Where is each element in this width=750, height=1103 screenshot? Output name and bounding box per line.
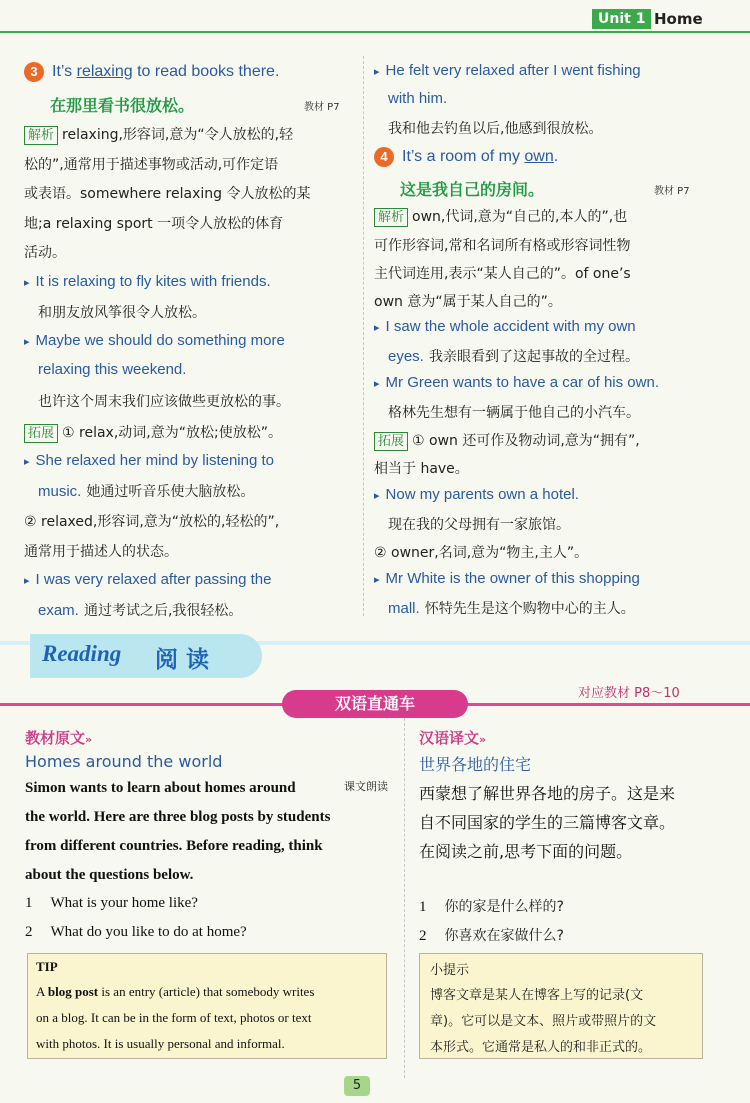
jiexi-tag: 解析 xyxy=(24,126,58,145)
bullet-icon: ▸ xyxy=(374,66,380,78)
bullet-icon: ▸ xyxy=(24,456,30,468)
intro-line-3: from different countries. Before reading, think xyxy=(25,838,323,854)
translation-question-2: 2 你喜欢在家做什么? xyxy=(419,928,564,944)
bullet-icon: ▸ xyxy=(374,378,380,390)
item3-jiexi-line-1: 解析 relaxing,形容词,意为“令人放松的,轻 xyxy=(24,124,293,145)
item3-example-1: ▸ It is relaxing to fly kites with friends. xyxy=(24,273,271,290)
tip-line-1: A blog post is an entry (article) that somebody writes xyxy=(36,984,315,999)
item4-tuozhan-1a: 拓展 ① own 还可作及物动词,意为“拥有”, xyxy=(374,430,640,451)
item4-example-3-cn: 现在我的父母拥有一家旅馆。 xyxy=(388,517,570,533)
tuozhan-tag: 拓展 xyxy=(24,424,58,443)
bullet-icon: ▸ xyxy=(374,490,380,502)
tip-cn-line-3: 本形式。它通常是私人的和非正式的。 xyxy=(430,1040,652,1055)
item4-example-2-cn: 格林先生想有一辆属于他自己的小汽车。 xyxy=(388,405,640,421)
item3-example-2-cont: relaxing this weekend. xyxy=(38,361,187,378)
translation-title: 世界各地的住宅 xyxy=(419,755,532,774)
item4-tuozhan-2: ② owner,名词,意为“物主,主人”。 xyxy=(374,545,589,561)
item4-example-2: ▸ Mr Green wants to have a car of his own. xyxy=(374,374,659,391)
tip-title: TIP xyxy=(36,959,58,974)
translation-line-3: 在阅读之前,思考下面的问题。 xyxy=(419,842,633,861)
item3-example-3-cont: music. 她通过听音乐使大脑放松。 xyxy=(38,483,255,500)
item4-sentence: 4 It’s a room of my own. xyxy=(374,147,558,167)
item3-jiexi-line-4: 地;a relaxing sport 一项令人放松的体育 xyxy=(24,216,284,232)
item3-ref: 教材 P7 xyxy=(304,102,340,113)
tip-line-3: with photos. It is usually personal and informal. xyxy=(36,1036,285,1051)
tip-cn-title: 小提示 xyxy=(430,963,470,978)
unit-title: Home xyxy=(654,10,703,28)
item4-number: 4 xyxy=(374,147,394,167)
right-example-0-cn: 我和他去钓鱼以后,他感到很放松。 xyxy=(388,121,603,137)
item4-tuozhan-1b: 相当于 have。 xyxy=(374,461,469,477)
item4-example-1-cont: eyes. 我亲眼看到了这起事故的全过程。 xyxy=(388,348,639,365)
bilingual-pill: 双语直通车 xyxy=(282,690,468,718)
original-text-heading: 教材原文» xyxy=(25,729,93,747)
item4-example-4-cont: mall. 怀特先生是这个购物中心的主人。 xyxy=(388,600,635,617)
double-chevron-icon: » xyxy=(479,733,487,746)
item3-example-2-cn: 也许这个周末我们应该做些更放松的事。 xyxy=(38,394,290,410)
item3-example-4-cont: exam. 通过考试之后,我很轻松。 xyxy=(38,602,243,619)
question-2: 2 What do you like to do at home? xyxy=(25,924,247,940)
intro-line-4: about the questions below. xyxy=(25,867,194,883)
header-rule xyxy=(0,31,750,33)
column-divider xyxy=(363,56,364,616)
unit-badge: Unit 1 xyxy=(592,9,651,29)
double-chevron-icon: » xyxy=(85,733,93,746)
bullet-icon: ▸ xyxy=(24,336,30,348)
right-example-0: ▸ He felt very relaxed after I went fishing xyxy=(374,62,641,79)
reading-banner-en: Reading xyxy=(42,641,122,666)
intro-line-2: the world. Here are three blog posts by students xyxy=(25,809,331,825)
bullet-icon: ▸ xyxy=(374,322,380,334)
question-1: 1 What is your home like? xyxy=(25,895,198,911)
item4-example-4: ▸ Mr White is the owner of this shopping xyxy=(374,570,640,587)
translation-line-1: 西蒙想了解世界各地的房子。这是来 xyxy=(419,784,676,803)
reading-column-divider xyxy=(404,718,405,1078)
original-text-title: Homes around the world xyxy=(25,752,223,771)
jiexi-tag: 解析 xyxy=(374,208,408,227)
item3-example-2: ▸ Maybe we should do something more xyxy=(24,332,285,349)
listen-label[interactable]: 课文朗读 xyxy=(344,780,388,793)
item4-example-3: ▸ Now my parents own a hotel. xyxy=(374,486,579,503)
item4-jiexi-line-1: 解析 own,代词,意为“自己的,本人的”,也 xyxy=(374,206,627,227)
item3-example-4: ▸ I was very relaxed after passing the xyxy=(24,571,272,588)
tip-line-2: on a blog. It can be in the form of text, photos or text xyxy=(36,1010,312,1025)
tip-cn-line-2: 章)。它可以是文本、照片或带照片的文 xyxy=(430,1014,657,1029)
item3-tuozhan-2b: 通常用于描述人的状态。 xyxy=(24,544,178,560)
item3-example-1-cn: 和朋友放风筝很令人放松。 xyxy=(38,305,206,321)
item3-keyword: relaxing xyxy=(76,63,133,80)
item4-ref: 教材 P7 xyxy=(654,186,690,197)
translation-heading: 汉语译文» xyxy=(419,729,487,747)
item3-tuozhan-2a: ② relaxed,形容词,意为“放松的,轻松的”, xyxy=(24,514,280,530)
tip-cn-line-1: 博客文章是某人在博客上写的记录(文 xyxy=(430,988,644,1003)
item3-sentence: 3 It’s relaxing to read books there. xyxy=(24,62,279,82)
item3-translation: 在那里看书很放松。 xyxy=(50,96,195,115)
reading-banner-cn: 阅读 xyxy=(155,647,217,673)
item4-translation: 这是我自己的房间。 xyxy=(400,180,545,199)
item4-jiexi-line-3: 主代词连用,表示“某人自己的”。of one’s xyxy=(374,266,631,282)
item3-number: 3 xyxy=(24,62,44,82)
item3-example-3: ▸ She relaxed her mind by listening to xyxy=(24,452,275,469)
item3-jiexi-line-3: 或表语。somewhere relaxing 令人放松的某 xyxy=(24,186,311,202)
intro-line-1: Simon wants to learn about homes around xyxy=(25,780,296,796)
item3-jiexi-line-2: 松的”,通常用于描述事物或活动,可作定语 xyxy=(24,157,279,173)
bullet-icon: ▸ xyxy=(374,574,380,586)
tuozhan-tag: 拓展 xyxy=(374,432,408,451)
item4-keyword: own xyxy=(524,148,554,165)
right-example-0-cont: with him. xyxy=(388,90,448,107)
bullet-icon: ▸ xyxy=(24,575,30,587)
page-number: 5 xyxy=(344,1076,370,1096)
bullet-icon: ▸ xyxy=(24,277,30,289)
textbook-page-ref: 对应教材 P8～10 xyxy=(578,686,680,701)
item3-tuozhan-1: 拓展 ① relax,动词,意为“放松;使放松”。 xyxy=(24,422,282,443)
item4-jiexi-line-4: own 意为“属于某人自己的”。 xyxy=(374,294,562,310)
translation-question-1: 1 你的家是什么样的? xyxy=(419,899,564,915)
item3-jiexi-line-5: 活动。 xyxy=(24,245,66,261)
translation-line-2: 自不同国家的学生的三篇博客文章。 xyxy=(419,813,676,832)
item4-jiexi-line-2: 可作形容词,常和名词所有格或形容词性物 xyxy=(374,238,631,254)
item4-example-1: ▸ I saw the whole accident with my own xyxy=(374,318,636,335)
